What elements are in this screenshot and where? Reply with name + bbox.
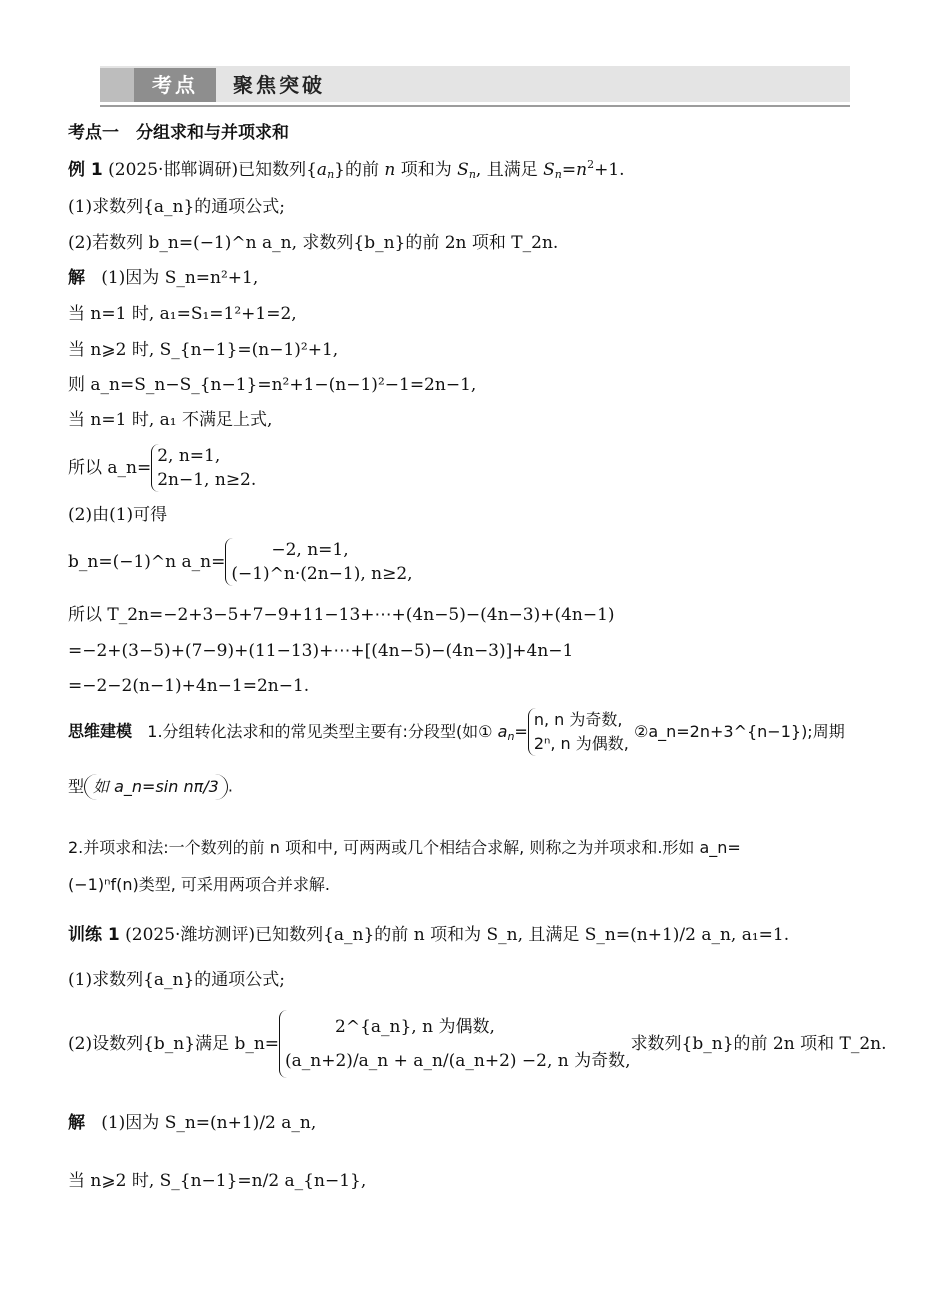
example-1-text-c: 项和为 — [395, 160, 458, 180]
piecewise-b-case-2: (−1)^n·(2n−1), n≥2, — [231, 564, 413, 584]
training-1-question-1: (1)求数列{a_n}的通项公式; — [68, 970, 286, 990]
example-1-text-e: +1. — [594, 160, 625, 180]
solution-2-line-1-text: (1)因为 S_n=(n+1)/2 a_n, — [101, 1113, 317, 1133]
solution-1-label: 解 — [68, 268, 85, 288]
section-title: 考点一 分组求和与并项求和 — [68, 123, 289, 143]
thinking-paren-text: 如 a_n=sin nπ/3 — [93, 777, 219, 796]
thinking-cases — [528, 708, 629, 756]
solution-2-label: 解 — [68, 1113, 85, 1133]
thinking-paragraph-1-cont: 型 如 a_n=sin nπ/3 . — [68, 774, 233, 800]
training-1-source: (2025·潍坊测评) — [125, 925, 256, 945]
thinking-p1-c: 型 — [68, 777, 85, 796]
header-tag-shadow — [100, 68, 134, 102]
solution-1-line-1 — [68, 267, 258, 289]
piecewise-b-cases — [225, 538, 412, 586]
training-case-1: 2^{a_n}, n 为偶数, — [335, 1017, 495, 1037]
solution-1-line-11: =−2−2(n−1)+4n−1=2n−1. — [68, 676, 310, 696]
piecewise-a-prefix: 所以 a_n= — [68, 458, 152, 478]
piecewise-b-case-1: −2, n=1, — [271, 540, 349, 560]
solution-1-line-4: 则 a_n=S_n−S_{n−1}=n²+1−(n−1)²−1=2n−1, — [68, 375, 477, 395]
training-q2-b: 求数列{b_n}的前 2n 项和 T_2n. — [630, 1034, 887, 1054]
piecewise-a-case-2: 2n−1, n≥2. — [157, 470, 257, 490]
piecewise-b-prefix: b_n=(−1)^n a_n= — [68, 552, 226, 572]
header-tag: 考点 — [134, 68, 216, 102]
solution-1-line-10: =−2+(3−5)+(7−9)+(11−13)+⋯+[(4n−5)−(4n−3)]+4n−1 — [68, 641, 574, 661]
training-cases — [279, 1010, 631, 1078]
solution-1-line-2: 当 n=1 时, a₁=S₁=1²+1=2, — [68, 304, 297, 324]
example-1-question-2: (2)若数列 b_n=(−1)^n a_n, 求数列{b_n}的前 2n 项和 T_2n. — [68, 233, 559, 253]
solution-2-line-2: 当 n⩾2 时, S_{n−1}=n/2 a_{n−1}, — [68, 1171, 367, 1191]
thinking-label: 思维建模 — [68, 721, 133, 741]
training-1-label: 训练 1 — [68, 925, 120, 945]
piecewise-a-case-1: 2, n=1, — [157, 446, 221, 466]
example-1-text-a: 已知数列{ — [238, 160, 317, 180]
training-q2-a: (2)设数列{b_n}满足 b_n= — [68, 1034, 280, 1054]
training-1-text: 已知数列{a_n}的前 n 项和为 S_n, 且满足 S_n=(n+1)/2 a_n, a₁=1. — [255, 925, 790, 945]
thinking-period-example — [84, 774, 228, 800]
header-title: 聚焦突破 — [233, 73, 325, 97]
thinking-paragraph-2-cont: (−1)ⁿf(n)类型, 可采用两项合并求解. — [68, 875, 330, 894]
thinking-p1-b: ②a_n=2n+3^{n−1});周期 — [633, 722, 845, 741]
example-1-source: (2025·邯郸调研) — [108, 160, 239, 180]
thinking-case-2: 2ⁿ, n 为偶数, — [533, 734, 629, 753]
solution-1-piecewise-a — [68, 444, 256, 492]
header-underline — [100, 105, 850, 107]
training-1-question-2 — [68, 1010, 887, 1078]
thinking-paragraph-2: 2.并项求和法:一个数列的前 n 项和中, 可两两或几个相结合求解, 则称之为并项求和.形如 a_n= — [68, 838, 741, 857]
thinking-case-1: n, n 为奇数, — [533, 710, 623, 729]
solution-1-line-5: 当 n=1 时, a₁ 不满足上式, — [68, 410, 273, 430]
example-1-label: 例 1 — [68, 160, 103, 180]
example-1-statement: 例 1 (2025·邯郸调研)已知数列$\{a_n\}$的前 n 项和为 $S_n$, 且满足 $S_n=n^2+1$. — [68, 158, 625, 181]
solution-2-line-1 — [68, 1112, 316, 1134]
solution-1-line-1-text: (1)因为 S_n=n²+1, — [101, 268, 259, 288]
piecewise-a-cases — [151, 444, 256, 492]
training-case-2: (a_n+2)/a_n + a_n/(a_n+2) −2, n 为奇数, — [285, 1051, 631, 1071]
example-1-text-b: }的前 — [334, 160, 385, 180]
example-1-question-1: (1)求数列{a_n}的通项公式; — [68, 197, 286, 217]
solution-1-line-9: 所以 T_2n=−2+3−5+7−9+11−13+⋯+(4n−5)−(4n−3)+(4n−1) — [68, 605, 615, 625]
solution-1-line-7: (2)由(1)可得 — [68, 505, 168, 525]
training-1-statement — [68, 924, 789, 946]
thinking-p1-a: 1.分组转化法求和的常见类型主要有:分段型(如① — [147, 722, 493, 741]
solution-1-piecewise-b — [68, 538, 413, 586]
example-1-text-d: , 且满足 — [475, 160, 544, 180]
section-header — [100, 66, 850, 106]
solution-1-line-3: 当 n⩾2 时, S_{n−1}=(n−1)²+1, — [68, 340, 339, 360]
thinking-paragraph-1: 思维建模 1.分组转化法求和的常见类型主要有:分段型(如① $a_n=$ n, n 为奇数, 2ⁿ, n 为偶数, ②a_n=2n+3^{n−1});周期 — [68, 708, 845, 756]
